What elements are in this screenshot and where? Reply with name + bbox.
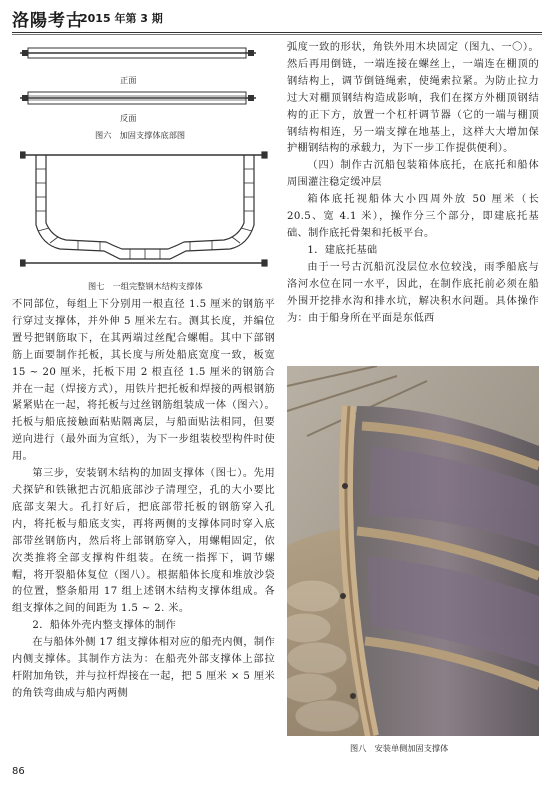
left-column bbox=[12, 297, 275, 703]
right-paragraph-1: 弧度一致的形状，角铁外用木块固定（图九、一〇）。然后再用倒链，一端连接在螺丝上，一端连在棚顶的钢结构上，调节倒链绳索，使绳索拉紧。为防止拉力过大对棚顶钢结构造成影响，我们在探方外棚顶钢结构的正下方，放置一个杠杆调节器（它的一端与棚顶钢结构相连，另一端支撑在地基上，这样大大增加保护棚钢结构的承载力，为下一步工作提供便利）。 bbox=[287, 42, 539, 155]
page-number: 86 bbox=[12, 766, 25, 777]
left-heading-2: 2．船体外壳内整支撑体的制作 bbox=[32, 620, 177, 632]
left-paragraph-1: 不同部位，每组上下分别用一根直径 1.5 厘米的钢筋平行穿过支撑体，并外伸 5 厘米左右。测其长度，并编位置号把钢筋取下，在其两端过丝配合螺帽。其中下部钢筋上面要制作托板，其长度与所处船底宽度一致，板宽 15 ~ 20 厘米，托板下用 2 根直径 1.5 厘米的钢筋合并在一起（焊接方式），用铁片把托板和焊接的两根钢筋紧紧贴在一起，将托板与过丝钢筋组装成一体（图六）。托板与船底接触面粘贴隔离层，与船面贴法相同，但要逆向进行（最外面为宣纸），为下一步组装校型构件时使用。 bbox=[12, 299, 275, 463]
left-paragraph-3: 在与船体外侧 17 组支撑体相对应的船壳内侧，制作内侧支撑体。其制作方法为：在船壳外部支撑体上部拉杆附加角铁，并与拉杆焊接在一起，把 5 厘米 × 5 厘米的角铁弯曲成与船内两侧 bbox=[12, 637, 275, 699]
figure-7-drawing bbox=[20, 145, 270, 275]
figure-6-back-label: 反面 bbox=[120, 113, 137, 123]
right-heading-4: （四）制作古沉船包装箱体底托，在底托和船体周围灌注稳定缓冲层 bbox=[287, 160, 539, 189]
right-heading-1: 1．建底托基础 bbox=[307, 244, 378, 256]
header-rule bbox=[12, 32, 542, 33]
figure-8-photo bbox=[287, 366, 539, 736]
left-paragraph-2: 第三步，安装钢木结构的加固支撑体（图七）。先用犬探铲和铁锹把古沉船底部沙子清理空，孔的大小要比底部支架大。孔打好后，把底部带托板的钢筋穿入孔内，将托板与船底支实，再将两侧的支撑体同时穿入底部带丝钢筋内，然后将上部钢筋穿入，用螺帽固定，依次类推将全部支撑构件组装。在统一指挥下，调节螺帽，将开裂船体复位（图八）。根据船体长度和堆放沙袋的位置，整条船用 17 组上述钢木结构支撑体组成。各组支撑体之间的间距为 1.5 ~ 2. 米。 bbox=[12, 468, 275, 615]
figure-6-front-label: 正面 bbox=[120, 75, 137, 85]
figure-6-drawing bbox=[20, 40, 260, 135]
figure-6-caption: 图六 加固支撑体底部图 bbox=[95, 130, 186, 140]
journal-title: 洛陽考古 bbox=[12, 11, 84, 31]
header-rule-thin bbox=[12, 34, 542, 35]
figure-8-caption: 图八 安装单侧加固支撑体 bbox=[350, 743, 449, 753]
right-paragraph-2: 箱体底托视船体大小四周外放 50 厘米（长 20.5、宽 4.1 米），操作分三个部分，即建底托基础、制作底托骨架和托板平台。 bbox=[287, 194, 539, 239]
right-column bbox=[287, 40, 539, 327]
right-paragraph-3: 由于一号古沉船沉没层位水位较浅，雨季船底与洛河水位在同一水平，因此，在制作底托前必须在船外围开挖排水沟和排水坑，解决积水问题。具体操作为：由于船身所在平面是东低西 bbox=[287, 261, 539, 324]
issue-label: 2015 年第 3 期 bbox=[80, 12, 163, 25]
figure-7-caption: 图七 一组完整钢木结构支撑体 bbox=[88, 281, 203, 291]
